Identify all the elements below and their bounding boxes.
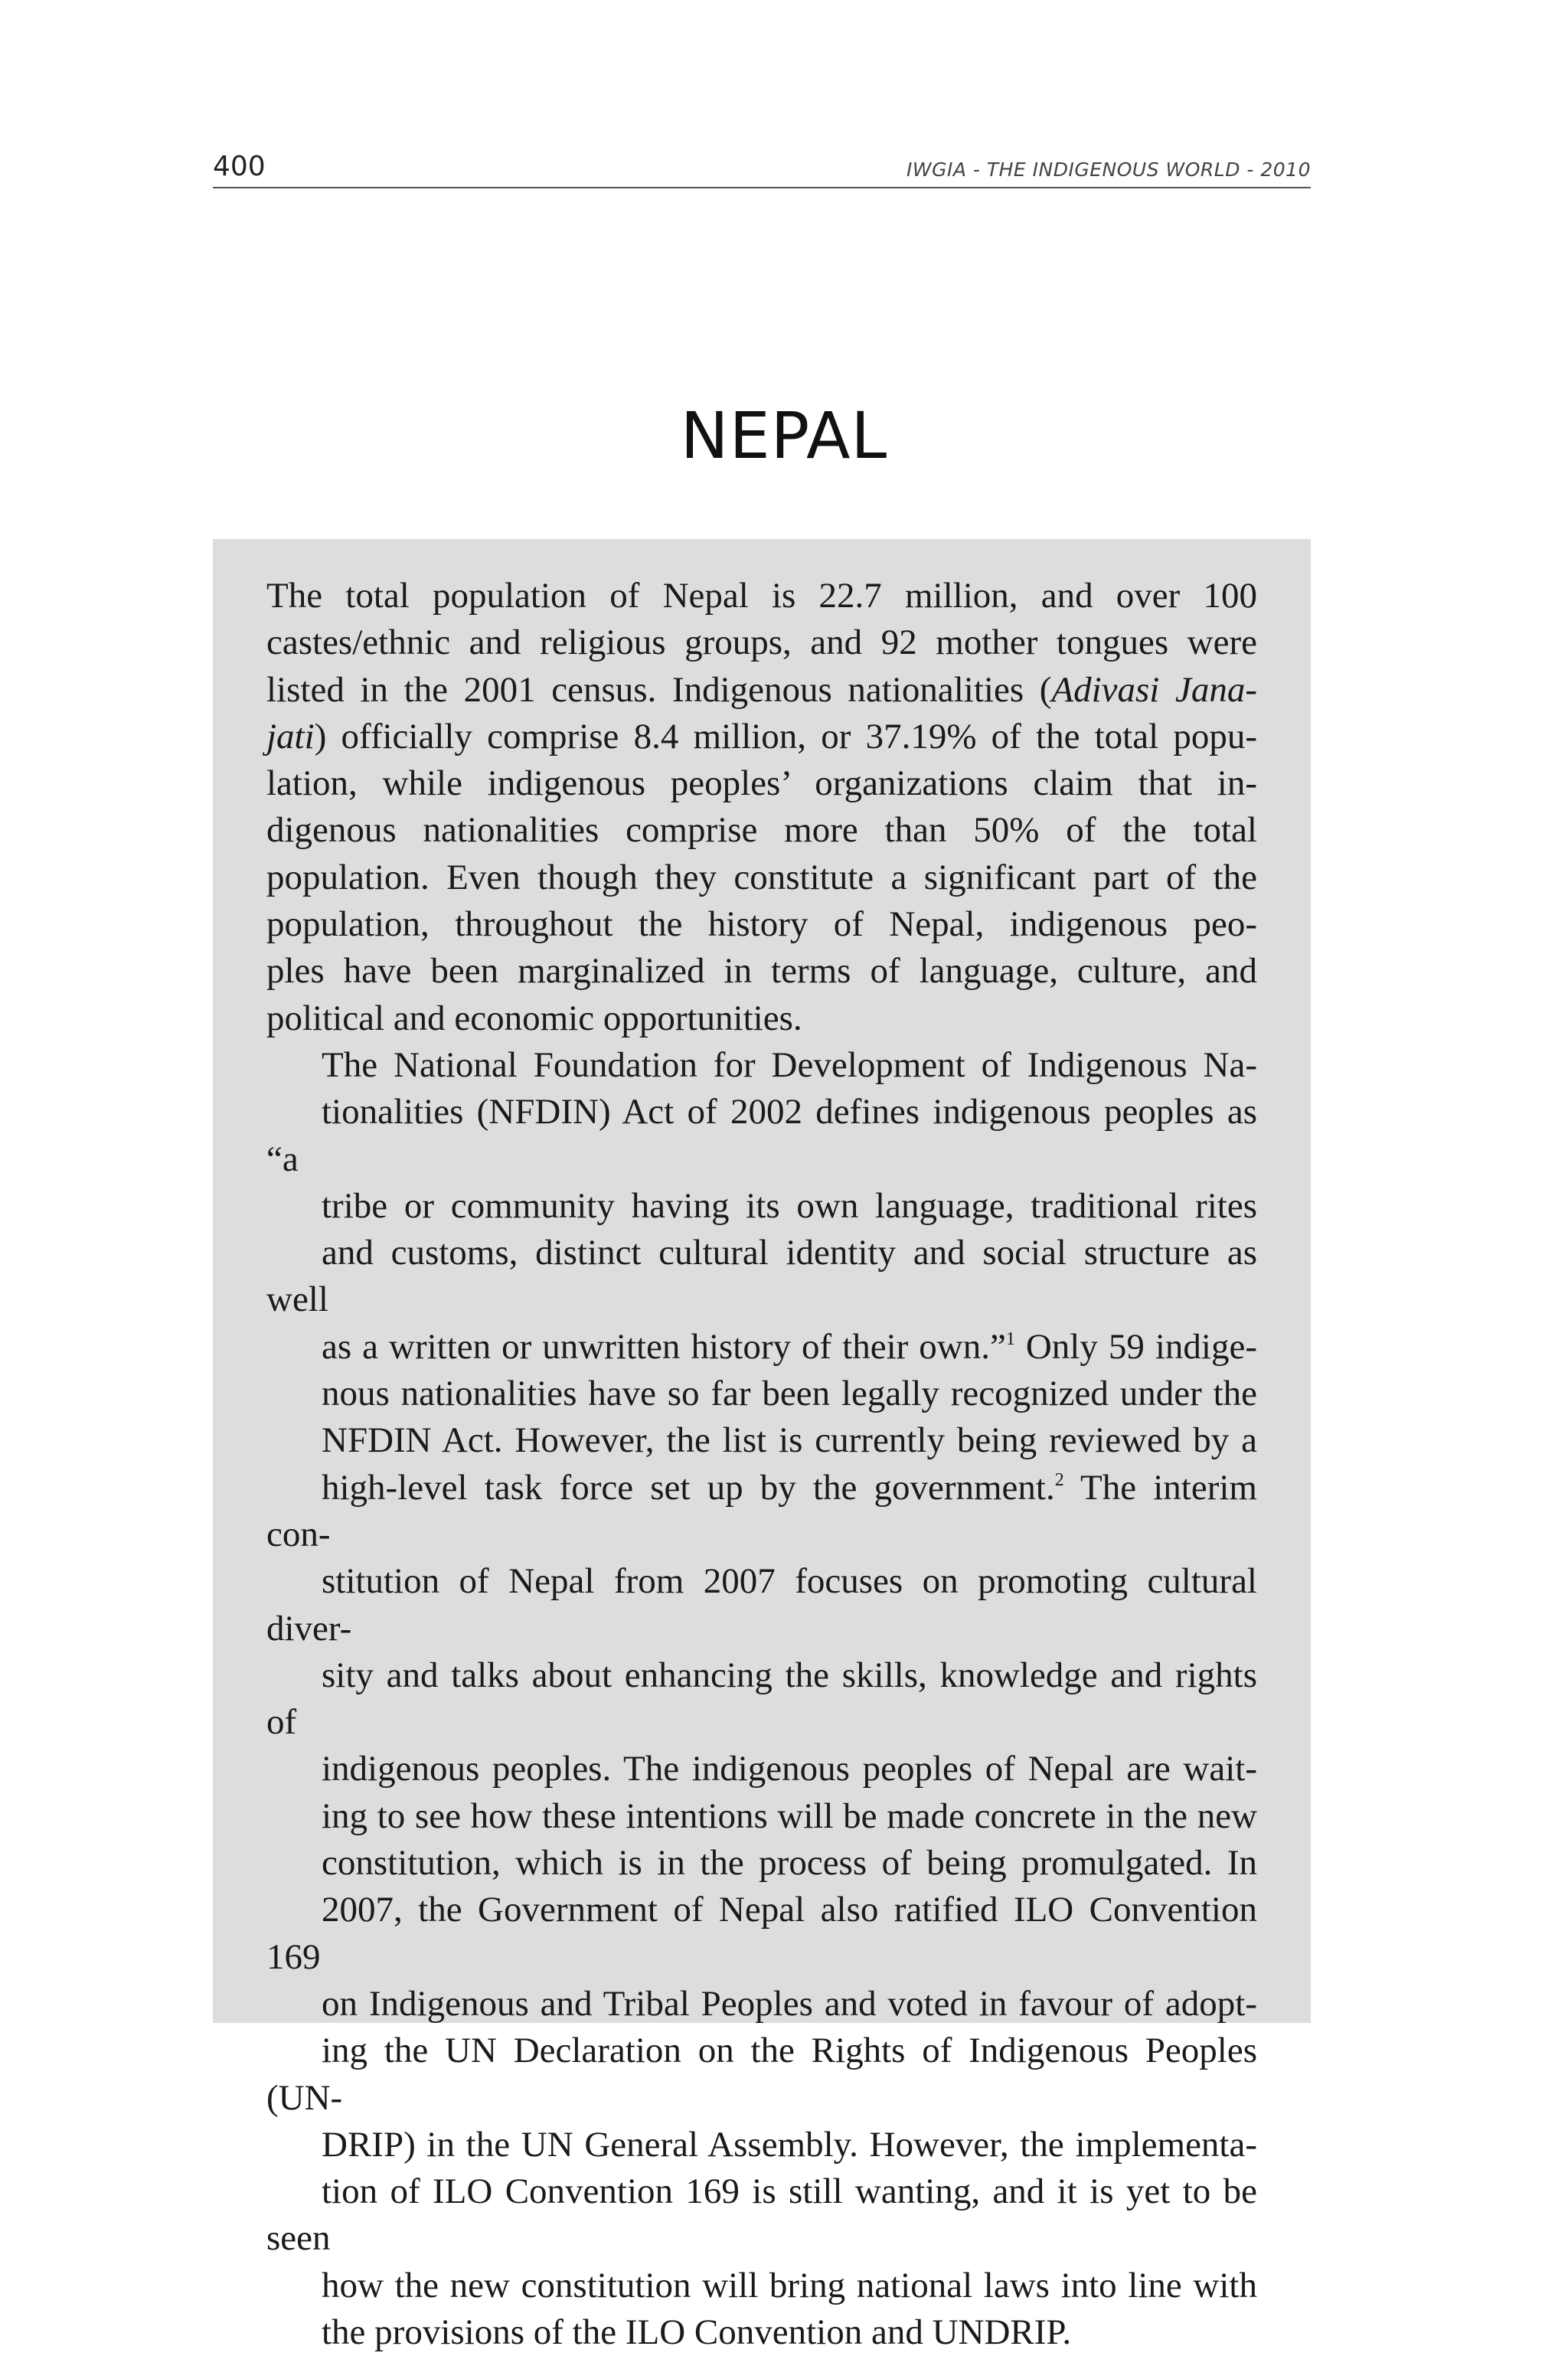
text-line: NFDIN Act. However, the list is currently being reviewed by a	[322, 1420, 1257, 1461]
page-number: 400	[213, 151, 266, 182]
text-line: lation, while indigenous peoples’ organizations claim that in-	[266, 763, 1257, 804]
intro-box	[213, 539, 1311, 2352]
text-line: sity and talks about enhancing the skills, knowledge and rights of	[266, 1655, 1257, 1743]
footnote-ref-1: 1	[1005, 1328, 1015, 1349]
text-run: The interim con-	[266, 1467, 1257, 1554]
text-line: tionalities (NFDIN) Act of 2002 defines indigenous peoples as “a	[266, 1092, 1257, 1179]
text-line: population. Even though they constitute a significant part of the	[266, 857, 1257, 897]
text-line: The National Foundation for Development of Indigenous Na-	[322, 1044, 1257, 1085]
text-line: the provisions of the ILO Convention and UNDRIP.	[322, 2312, 1072, 2352]
text-run: ) officially comprise 8.4 million, or 37.19% of the total popu-	[314, 716, 1257, 756]
intro-paragraph-1	[266, 573, 1257, 1042]
text-line: indigenous peoples. The indigenous peoples of Nepal are wait-	[322, 1749, 1257, 1789]
text-line: ples have been marginalized in terms of language, culture, and	[266, 951, 1257, 992]
text-line: political and economic opportunities.	[266, 998, 802, 1038]
page-header	[213, 150, 1311, 188]
text-line: on Indigenous and Tribal Peoples and voted in favour of adopt-	[322, 1983, 1257, 2024]
text-line: 2007, the Government of Nepal also ratified ILO Convention 169	[266, 1890, 1257, 1977]
intro-paragraph-2	[266, 1042, 1257, 2356]
text-line: DRIP) in the UN General Assembly. However, the implementa-	[322, 2124, 1257, 2165]
chapter-title: NEPAL	[680, 398, 888, 473]
text-line: nous nationalities have so far been legally recognized under the	[322, 1374, 1257, 1414]
text-run: listed in the 2001 census. Indigenous nationalities (	[266, 669, 1052, 710]
text-line: stitution of Nepal from 2007 focuses on promoting cultural diver-	[266, 1561, 1257, 1649]
text-line: how the new constitution will bring national laws into line with	[322, 2265, 1257, 2305]
text-run: high-level task force set up by the government.	[322, 1467, 1055, 1508]
italic-term: Adivasi Jana-	[1051, 669, 1257, 710]
text-line: ing to see how these intentions will be made concrete in the new	[322, 1796, 1257, 1836]
text-line: constitution, which is in the process of being promulgated. In	[322, 1843, 1257, 1884]
text-line: population, throughout the history of Nepal, indigenous peo-	[266, 904, 1257, 945]
text-line: and customs, distinct cultural identity and social structure as well	[266, 1233, 1257, 1320]
text-line: tribe or community having its own language, traditional rites	[322, 1185, 1257, 1226]
running-head: IWGIA - THE INDIGENOUS WORLD - 2010	[906, 158, 1311, 181]
text-run: as a written or unwritten history of their own.”	[322, 1326, 1006, 1367]
text-line: digenous nationalities comprise more than 50% of the total	[266, 810, 1257, 851]
text-line	[266, 667, 1257, 714]
text-line	[266, 714, 1257, 760]
text-line: tion of ILO Convention 169 is still wanting, and it is yet to be seen	[266, 2171, 1257, 2259]
text-line: ing the UN Declaration on the Rights of Indigenous Peoples (UN-	[266, 2031, 1257, 2118]
text-line: The total population of Nepal is 22.7 million, and over 100	[266, 576, 1257, 616]
text-line	[266, 1324, 1257, 1371]
text-run: Only 59 indige-	[1014, 1326, 1258, 1367]
text-line	[266, 1465, 1257, 1559]
text-line: castes/ethnic and religious groups, and 92 mother tongues were	[266, 622, 1257, 663]
footnote-ref-2: 2	[1054, 1469, 1064, 1490]
italic-term: jati	[266, 716, 315, 756]
